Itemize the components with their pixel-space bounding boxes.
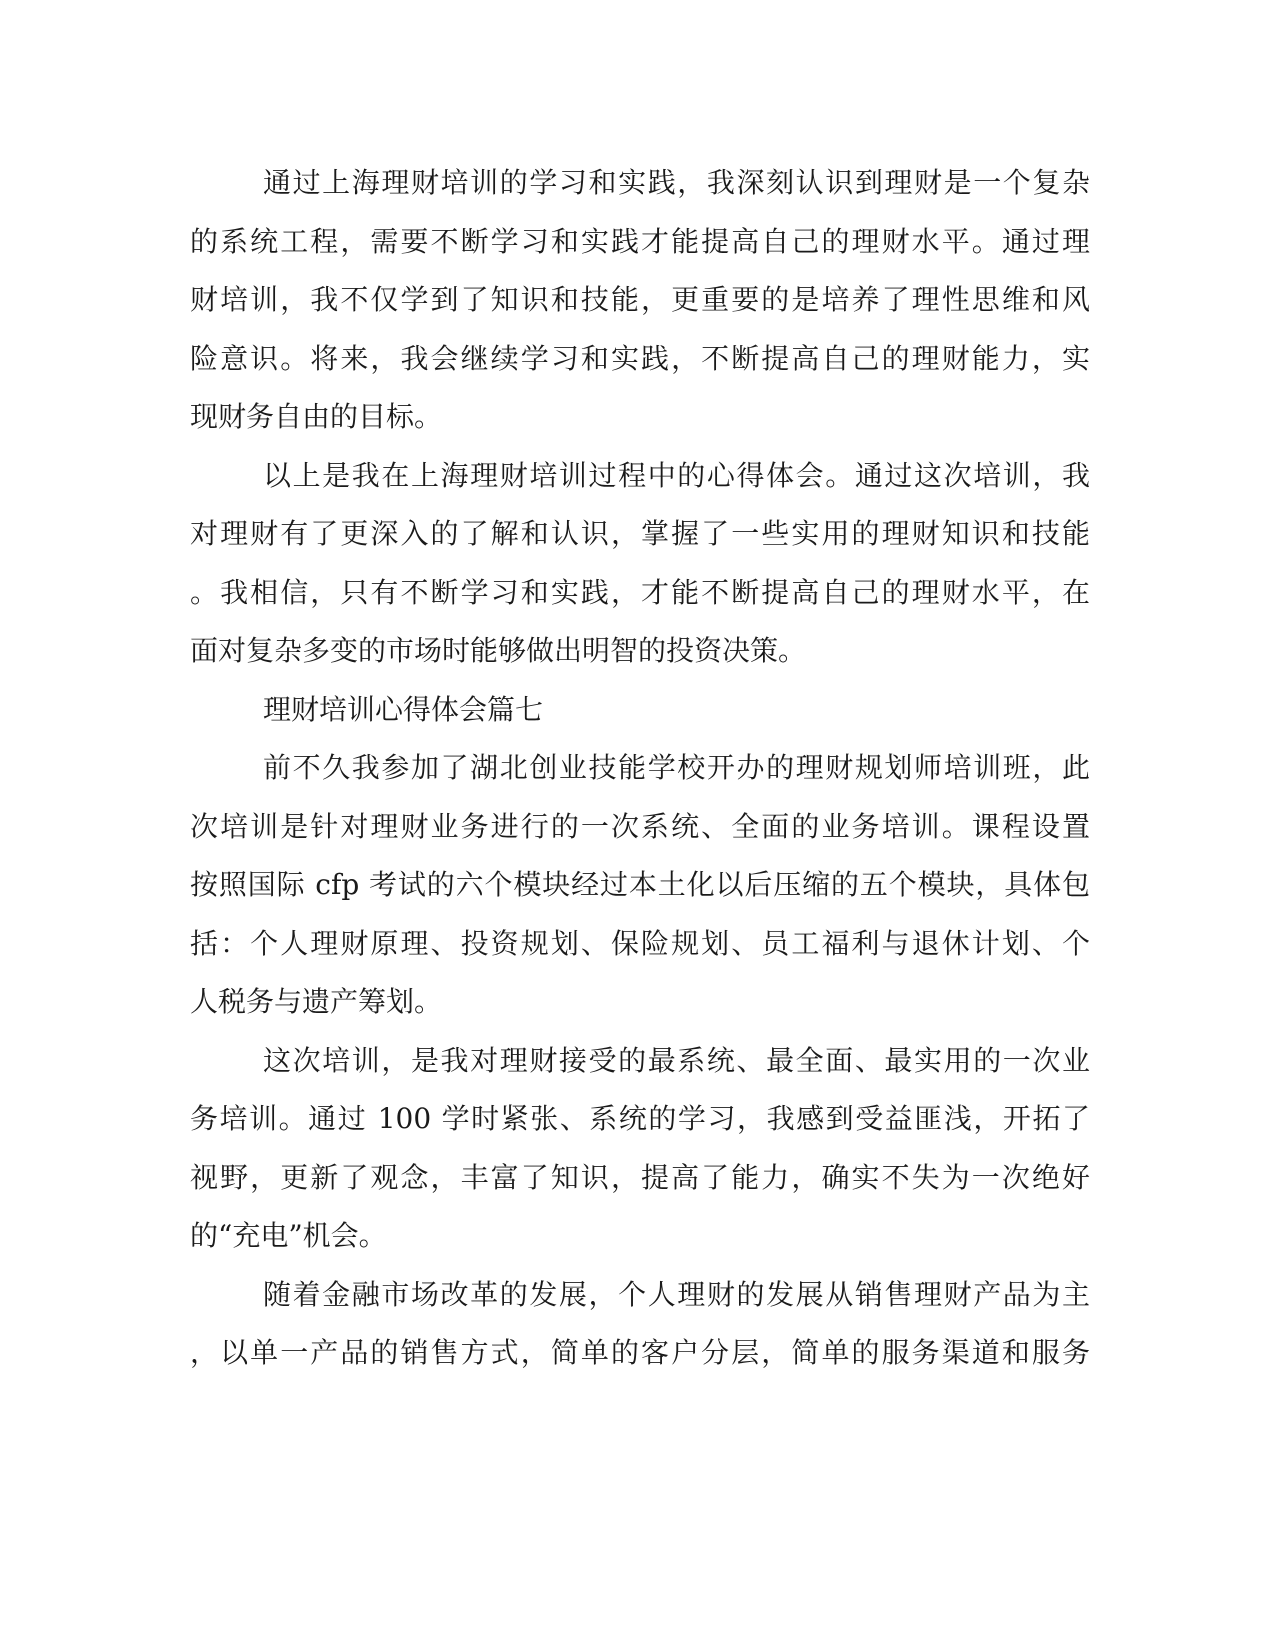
- text-line: 财培训，我不仅学到了知识和技能，更重要的是培养了理性思维和风: [190, 283, 1090, 316]
- text-line: 以上是我在上海理财培训过程中的心得体会。通过这次培训，我: [263, 459, 1090, 492]
- text-line: 通过上海理财培训的学习和实践，我深刻认识到理财是一个复杂: [263, 166, 1090, 199]
- text-line: 务培训。通过 100 学时紧张、系统的学习，我感到受益匪浅，开拓了: [190, 1102, 1090, 1135]
- text-line: 。我相信，只有不断学习和实践，才能不断提高自己的理财水平，在: [190, 576, 1090, 609]
- text-line: 前不久我参加了湖北创业技能学校开办的理财规划师培训班，此: [263, 751, 1090, 784]
- text-line: 的系统工程，需要不断学习和实践才能提高自己的理财水平。通过理: [190, 225, 1090, 258]
- text-line: 面对复杂多变的市场时能够做出明智的投资决策。: [190, 634, 807, 667]
- text-line: 人税务与遗产筹划。: [190, 985, 443, 1018]
- text-line: 视野，更新了观念，丰富了知识，提高了能力，确实不失为一次绝好: [190, 1161, 1090, 1194]
- text-line: 的“充电”机会。: [190, 1219, 387, 1252]
- text-line: 现财务自由的目标。: [190, 400, 443, 433]
- text-line: 这次培训，是我对理财接受的最系统、最全面、最实用的一次业: [263, 1044, 1090, 1077]
- text-line: ，以单一产品的销售方式，简单的客户分层，简单的服务渠道和服务: [190, 1336, 1090, 1369]
- text-line: 按照国际 cfp 考试的六个模块经过本土化以后压缩的五个模块，具体包: [190, 868, 1090, 901]
- text-line: 次培训是针对理财业务进行的一次系统、全面的业务培训。课程设置: [190, 810, 1090, 843]
- text-line: 括：个人理财原理、投资规划、保险规划、员工福利与退休计划、个: [190, 927, 1090, 960]
- text-line: 对理财有了更深入的了解和认识，掌握了一些实用的理财知识和技能: [190, 517, 1090, 550]
- text-line: 险意识。将来，我会继续学习和实践，不断提高自己的理财能力，实: [190, 342, 1090, 375]
- section-heading: 理财培训心得体会篇七: [263, 693, 544, 726]
- text-line: 随着金融市场改革的发展，个人理财的发展从销售理财产品为主: [263, 1278, 1090, 1311]
